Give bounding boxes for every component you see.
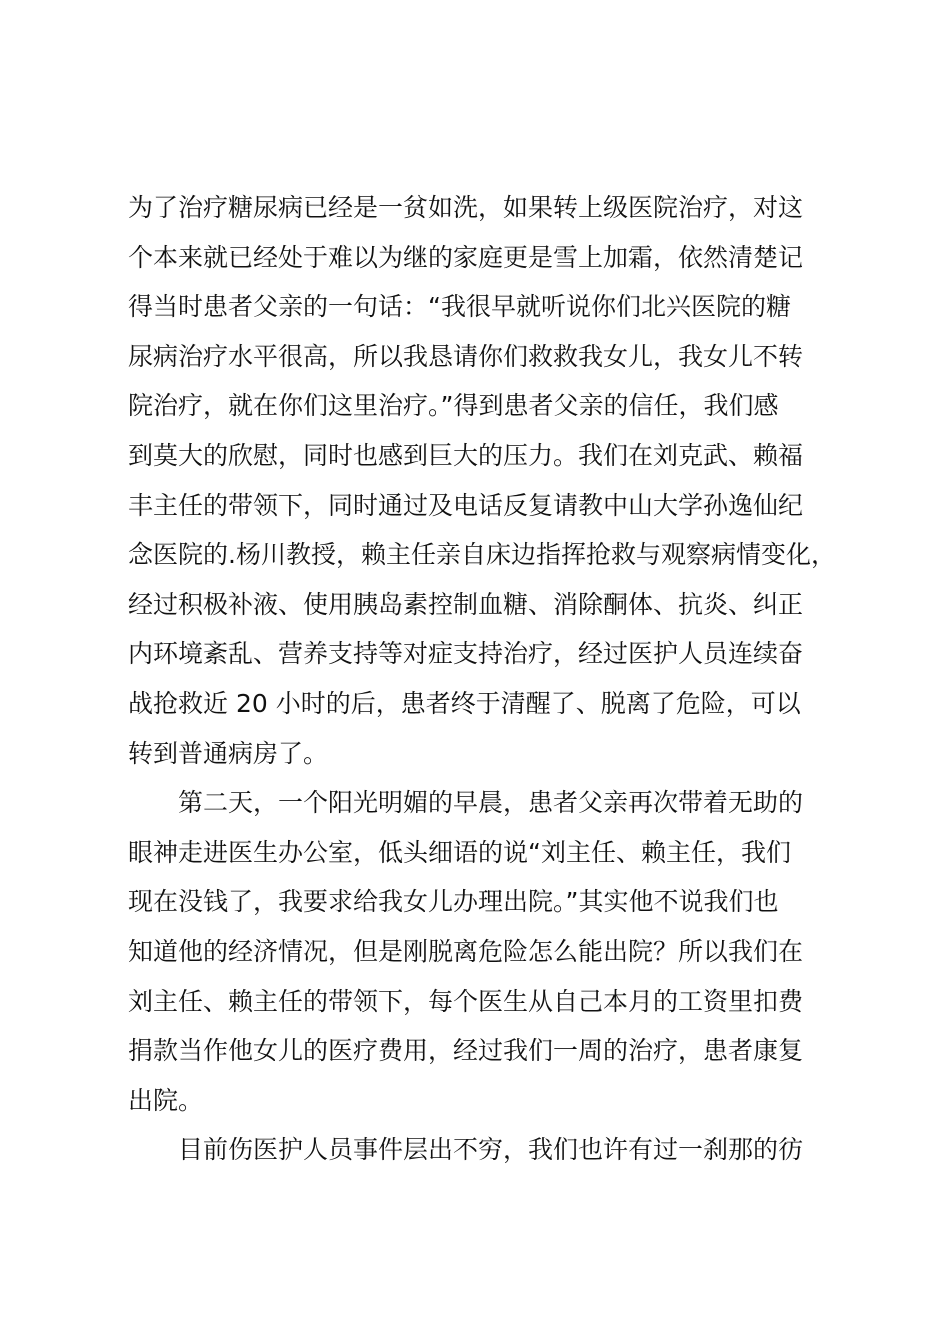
paragraph-line: 刘主任、赖主任的带领下，每个医生从自己本月的工资里扣费: [128, 986, 804, 1016]
paragraph-line: 丰主任的带领下，同时通过及电话反复请教中山大学孙逸仙纪: [128, 490, 804, 520]
paragraph-2: [128, 778, 863, 1125]
paragraph-line: 到莫大的欣慰，同时也感到巨大的压力。我们在刘克武、赖福: [128, 440, 804, 470]
document-body: [128, 183, 863, 1175]
paragraph-line: 目前伤医护人员事件层出不穷，我们也许有过一刹那的彷: [178, 1135, 804, 1165]
paragraph-line: 得当时患者父亲的一句话：“我很早就听说你们北兴医院的糖: [128, 292, 791, 322]
paragraph-line: 个本来就已经处于难以为继的家庭更是雪上加霜，依然清楚记: [128, 242, 804, 272]
paragraph-3: [128, 1125, 863, 1175]
paragraph-line: 为了治疗糖尿病已经是一贫如洗，如果转上级医院治疗，对这: [128, 193, 804, 222]
paragraph-line: 眼神走进医生办公室，低头细语的说“刘主任、赖主任，我们: [128, 837, 791, 867]
paragraph-line: 现在没钱了，我要求给我女儿办理出院。”其实他不说我们也: [128, 887, 779, 917]
paragraph-line: 战抢救近 20 小时的后，患者终于清醒了、脱离了危险，可以: [128, 688, 801, 718]
paragraph-line: 经过积极补液、使用胰岛素控制血糖、消除酮体、抗炎、纠正: [128, 589, 804, 619]
paragraph-1: [128, 183, 863, 778]
paragraph-line: 捐款当作他女儿的医疗费用，经过我们一周的治疗，患者康复: [128, 1036, 804, 1066]
paragraph-line: 尿病治疗水平很高，所以我恳请你们救救我女儿，我女儿不转: [128, 341, 804, 371]
paragraph-line: 念医院的.杨川教授，赖主任亲自床边指挥抢救与观察病情变化，: [128, 540, 836, 570]
paragraph-line: 知道他的经济情况，但是刚脱离危险怎么能出院？所以我们在: [128, 936, 804, 966]
paragraph-line: 内环境紊乱、营养支持等对症支持治疗，经过医护人员连续奋: [128, 639, 804, 669]
paragraph-line: 第二天，一个阳光明媚的早晨，患者父亲再次带着无助的: [178, 788, 804, 818]
paragraph-line: 转到普通病房了。: [128, 738, 329, 768]
paragraph-line: 院治疗，就在你们这里治疗。”得到患者父亲的信任，我们感: [128, 391, 779, 421]
paragraph-line: 出院。: [128, 1085, 204, 1115]
